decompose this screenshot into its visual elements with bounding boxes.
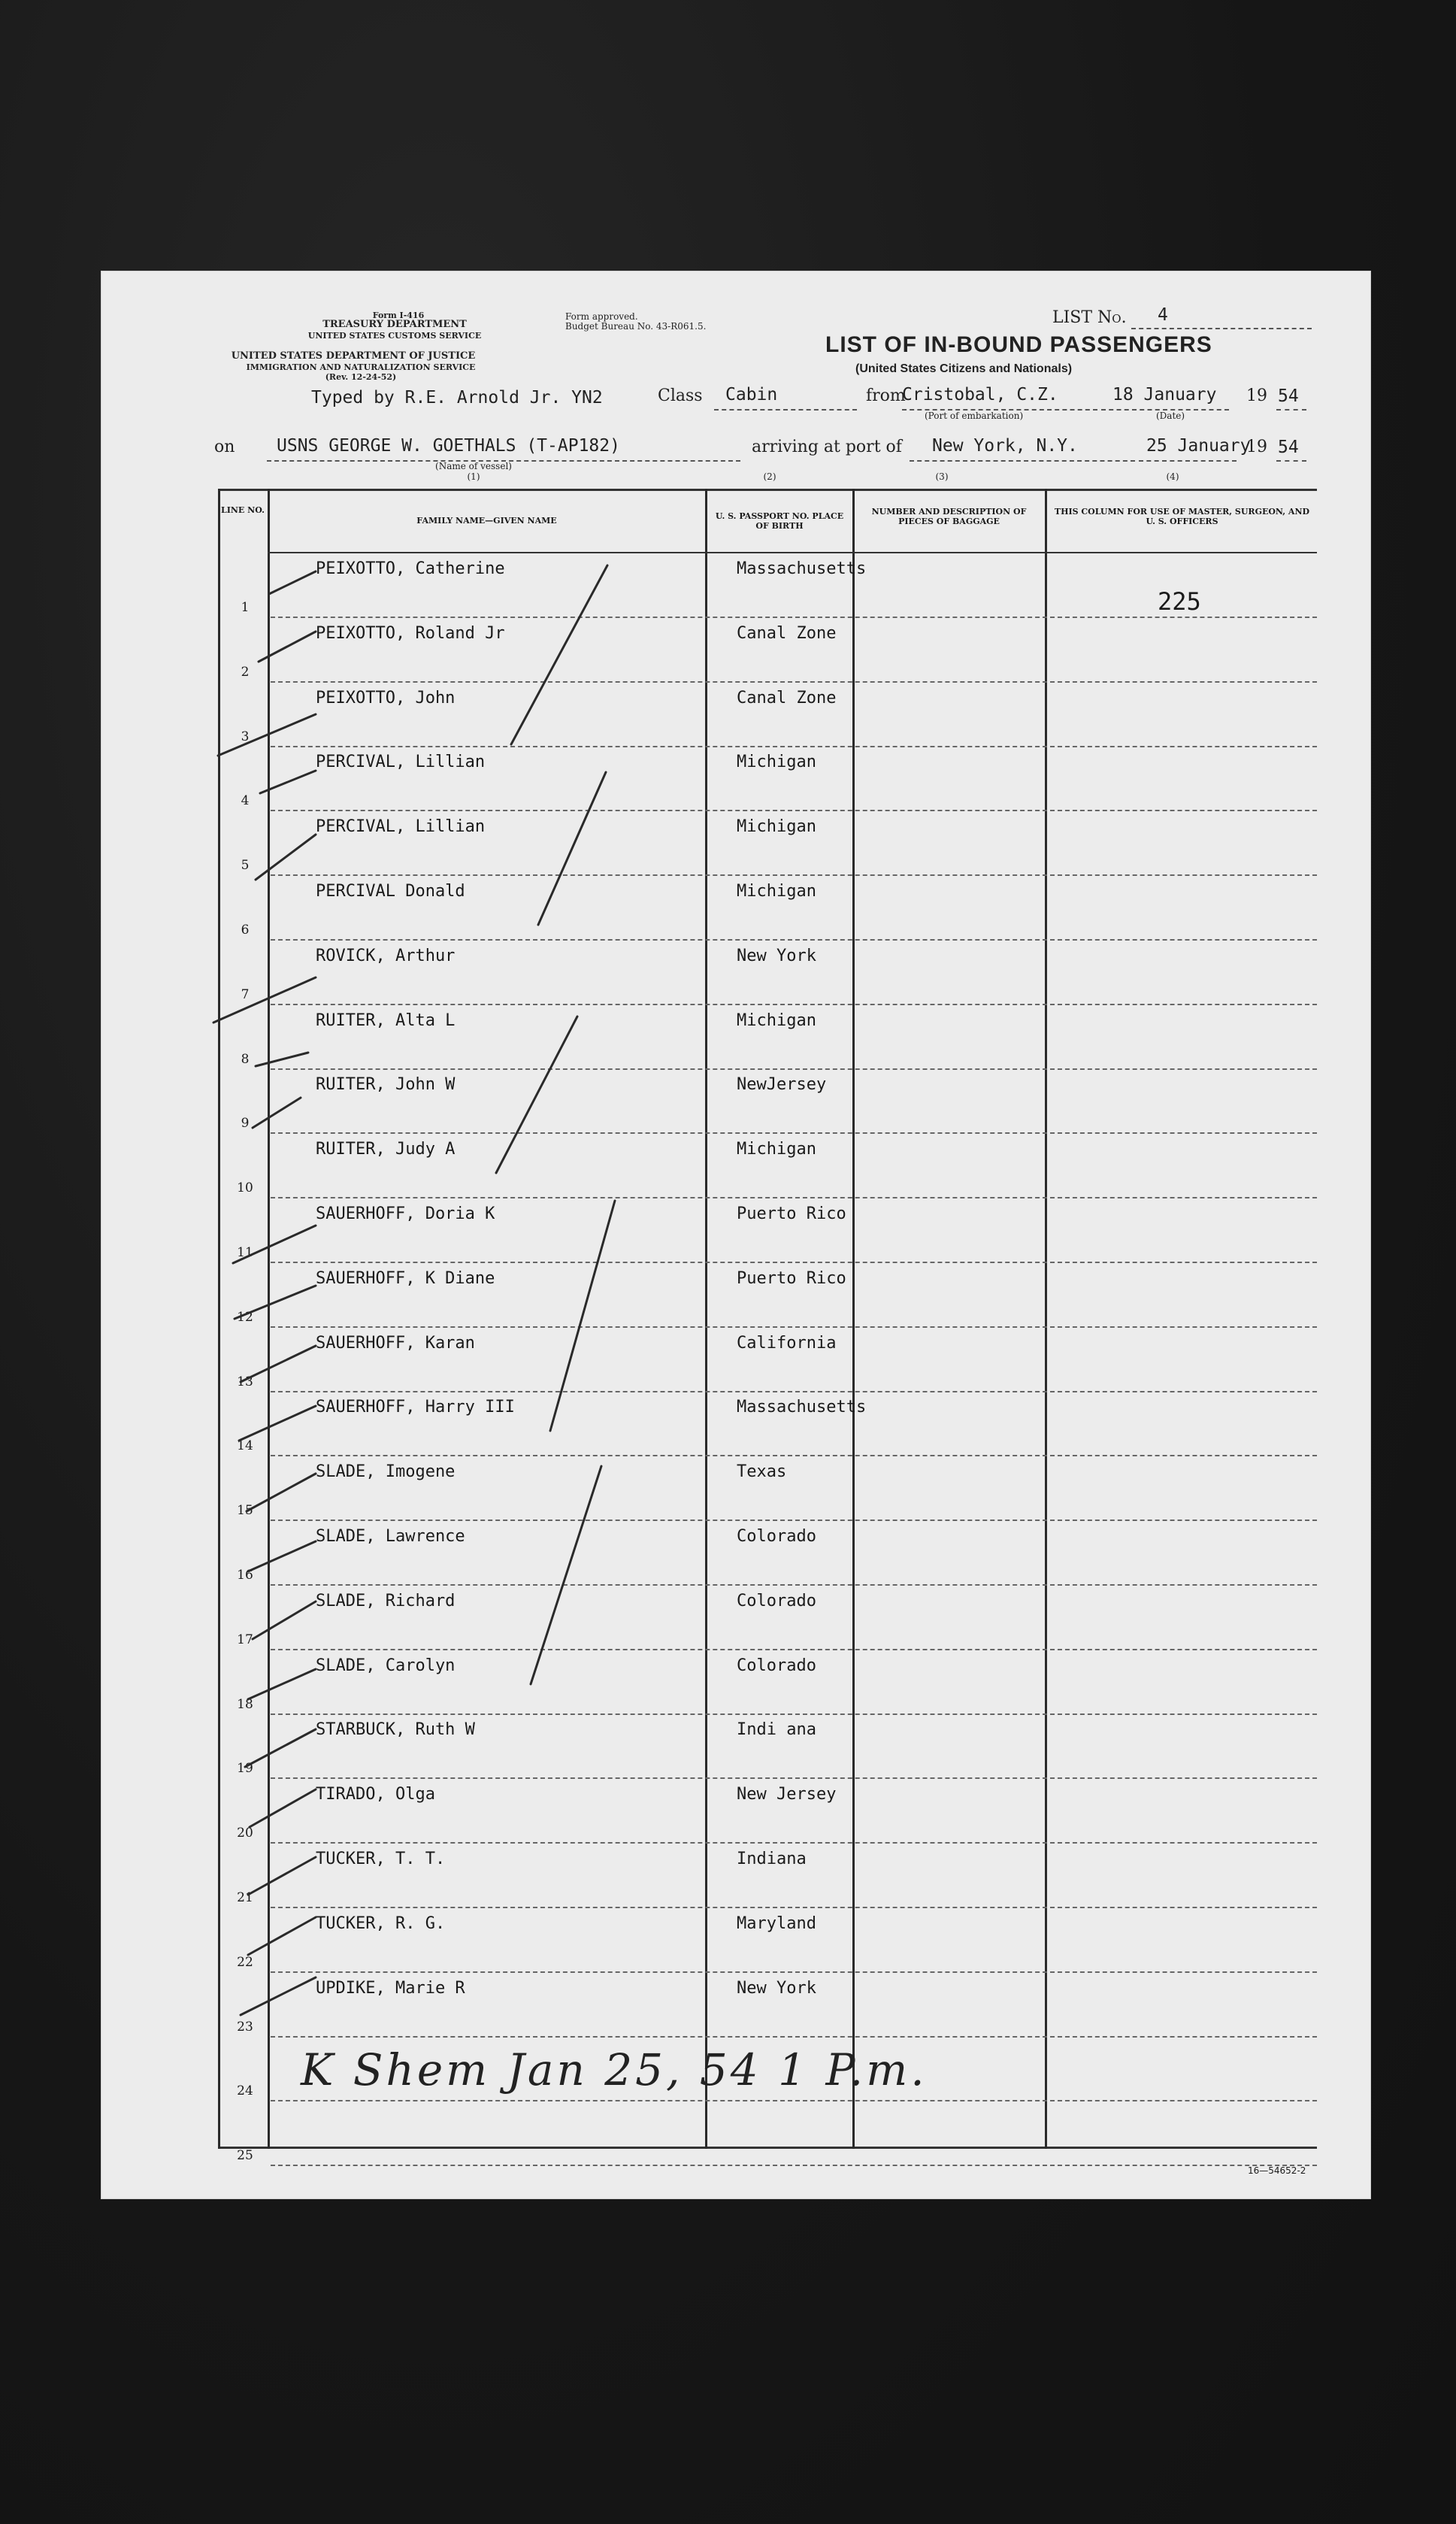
tick-mark bbox=[233, 1226, 316, 1263]
list-number: 4 bbox=[1158, 305, 1168, 325]
place-of-birth: Massachusetts bbox=[737, 1398, 867, 1417]
form-title: LIST OF IN-BOUND PASSENGERS bbox=[825, 332, 1212, 357]
arrival-port: New York, N.Y. bbox=[932, 436, 1078, 456]
check-mark bbox=[538, 772, 606, 925]
line-number: 8 bbox=[241, 1051, 250, 1067]
date-caption: (Date) bbox=[1156, 411, 1185, 421]
passenger-name: SAUERHOFF, K Diane bbox=[316, 1268, 495, 1288]
place-of-birth: New York bbox=[737, 946, 816, 965]
col-caption-4: (4) bbox=[1166, 471, 1179, 482]
officer-note: 225 bbox=[1158, 587, 1201, 616]
place-of-birth: Michigan bbox=[737, 882, 816, 901]
tick-mark bbox=[248, 1857, 316, 1895]
tick-mark bbox=[241, 1346, 316, 1382]
place-of-birth: New York bbox=[737, 1978, 816, 1998]
place-of-birth: Indi ana bbox=[737, 1720, 816, 1740]
tick-mark bbox=[218, 714, 316, 756]
line-number: 24 bbox=[237, 2083, 253, 2099]
place-of-birth: Michigan bbox=[737, 1140, 816, 1159]
year-prefix: 19 bbox=[1246, 386, 1267, 405]
passenger-name: TUCKER, R. G. bbox=[316, 1913, 446, 1933]
passenger-name: SAUERHOFF, Karan bbox=[316, 1333, 475, 1353]
line-number: 11 bbox=[237, 1245, 253, 1260]
place-of-birth: NewJersey bbox=[737, 1075, 827, 1095]
passenger-name: PERCIVAL, Lillian bbox=[316, 753, 486, 772]
from-label: from bbox=[866, 386, 906, 405]
passenger-name: RUITER, John W bbox=[316, 1075, 456, 1095]
line-number: 25 bbox=[237, 2148, 253, 2164]
col-header-baggage: NUMBER AND DESCRIPTION OF PIECES OF BAGGAGE bbox=[871, 507, 1027, 526]
tick-mark bbox=[247, 1474, 316, 1511]
place-of-birth: Canal Zone bbox=[737, 623, 837, 643]
line-number: 14 bbox=[237, 1438, 253, 1454]
place-of-birth: California bbox=[737, 1333, 837, 1353]
col-header-line-no: LINE NO. bbox=[221, 505, 265, 515]
col-caption-2: (2) bbox=[763, 471, 776, 482]
passenger-name: TUCKER, T. T. bbox=[316, 1850, 446, 1868]
place-of-birth: Michigan bbox=[737, 753, 816, 772]
passenger-name: PERCIVAL Donald bbox=[316, 882, 465, 901]
place-of-birth: Michigan bbox=[737, 817, 816, 837]
line-number: 5 bbox=[241, 858, 250, 874]
col-caption-1: (1) bbox=[467, 471, 480, 482]
line-number: 17 bbox=[237, 1632, 253, 1647]
line-number: 13 bbox=[237, 1374, 253, 1389]
vessel-name: USNS GEORGE W. GOETHALS (T-AP182) bbox=[277, 436, 620, 456]
check-mark bbox=[496, 1017, 577, 1173]
place-of-birth: New Jersey bbox=[737, 1785, 837, 1804]
passenger-name: PEIXOTTO, John bbox=[316, 688, 456, 708]
line-number: 20 bbox=[237, 1826, 253, 1841]
footer-code: 16—54652-2 bbox=[1248, 2165, 1306, 2176]
line-number: 12 bbox=[237, 1309, 253, 1325]
arrival-year: 54 bbox=[1278, 438, 1299, 457]
depart-date: 18 January bbox=[1112, 385, 1217, 405]
customs-service: UNITED STATES CUSTOMS SERVICE bbox=[307, 331, 482, 341]
tick-mark bbox=[239, 1406, 316, 1441]
embark-port-caption: (Port of embarkation) bbox=[925, 411, 1024, 421]
place-of-birth: Colorado bbox=[737, 1591, 816, 1610]
check-mark bbox=[531, 1466, 601, 1684]
passenger-name: SLADE, Imogene bbox=[316, 1462, 456, 1482]
check-mark bbox=[550, 1201, 615, 1431]
tick-mark bbox=[260, 771, 316, 793]
line-number: 3 bbox=[241, 729, 250, 744]
col-header-officers: THIS COLUMN FOR USE OF MASTER, SURGEON, AND U. S. OFFICERS bbox=[1054, 507, 1310, 526]
passenger-name: PEIXOTTO, Catherine bbox=[316, 559, 505, 578]
line-number: 6 bbox=[241, 923, 250, 938]
line-number: 4 bbox=[241, 793, 250, 809]
treasury-dept: TREASURY DEPARTMENT bbox=[322, 319, 467, 330]
passenger-name: ROVICK, Arthur bbox=[316, 946, 456, 965]
line-number: 9 bbox=[241, 1116, 250, 1132]
line-number: 2 bbox=[241, 664, 250, 680]
tick-mark bbox=[248, 1917, 316, 1955]
passenger-name: STARBUCK, Ruth W bbox=[316, 1720, 475, 1740]
place-of-birth: Puerto Rico bbox=[737, 1204, 846, 1223]
passenger-name: SLADE, Carolyn bbox=[316, 1656, 456, 1675]
ins-service: IMMIGRATION AND NATURALIZATION SERVICE bbox=[246, 362, 476, 372]
revision: (Rev. 12-24-52) bbox=[325, 372, 397, 382]
line-number: 23 bbox=[237, 2019, 253, 2035]
tick-mark bbox=[248, 1541, 316, 1571]
col-header-passport: U. S. PASSPORT NO. PLACE OF BIRTH bbox=[715, 511, 844, 531]
officer-signature: K Shem Jan 25, 54 1 P.m. bbox=[301, 2044, 928, 2096]
passenger-name: RUITER, Alta L bbox=[316, 1011, 456, 1030]
tick-mark bbox=[256, 835, 316, 880]
place-of-birth: Colorado bbox=[737, 1656, 816, 1675]
place-of-birth: Indiana bbox=[737, 1850, 807, 1868]
embark-port: Cristobal, C.Z. bbox=[902, 385, 1058, 405]
vessel-caption: (Name of vessel) bbox=[435, 461, 512, 471]
passenger-name: PEIXOTTO, Roland Jr bbox=[316, 623, 505, 643]
arriving-label: arriving at port of bbox=[752, 438, 902, 456]
passenger-name: SAUERHOFF, Doria K bbox=[316, 1204, 495, 1223]
list-label: LIST No. bbox=[1052, 308, 1127, 327]
line-number: 22 bbox=[237, 1954, 253, 1970]
passenger-name: SLADE, Lawrence bbox=[316, 1527, 465, 1546]
tick-mark bbox=[253, 1098, 301, 1128]
tick-mark bbox=[253, 1601, 316, 1639]
place-of-birth: Maryland bbox=[737, 1913, 816, 1933]
passenger-name: TIRADO, Olga bbox=[316, 1785, 435, 1804]
form-approved: Form approved. bbox=[565, 311, 638, 322]
tick-mark bbox=[256, 1053, 308, 1066]
col-caption-3: (3) bbox=[935, 471, 949, 482]
tick-mark bbox=[235, 1286, 316, 1319]
line-number: 16 bbox=[237, 1568, 253, 1583]
depart-year: 54 bbox=[1278, 386, 1299, 406]
line-number: 19 bbox=[237, 1761, 253, 1777]
line-number: 15 bbox=[237, 1503, 253, 1519]
justice-dept: UNITED STATES DEPARTMENT OF JUSTICE bbox=[231, 350, 476, 362]
typed-by: Typed by R.E. Arnold Jr. YN2 bbox=[311, 388, 603, 408]
tick-mark bbox=[250, 1789, 316, 1827]
passenger-name: SAUERHOFF, Harry III bbox=[316, 1398, 515, 1417]
line-number: 21 bbox=[237, 1890, 253, 1905]
passenger-name: UPDIKE, Marie R bbox=[316, 1978, 465, 1998]
arrival-date: 25 January bbox=[1146, 436, 1251, 456]
passenger-name: SLADE, Richard bbox=[316, 1591, 456, 1610]
line-number: 1 bbox=[241, 600, 250, 615]
passenger-name: RUITER, Judy A bbox=[316, 1140, 456, 1159]
form-number: Form I-416 bbox=[372, 311, 425, 320]
line-number: 10 bbox=[237, 1180, 253, 1196]
form-subtitle: (United States Citizens and Nationals) bbox=[855, 362, 1073, 375]
class-value: Cabin bbox=[725, 385, 778, 405]
tick-mark bbox=[213, 977, 316, 1023]
place-of-birth: Puerto Rico bbox=[737, 1268, 846, 1288]
place-of-birth: Colorado bbox=[737, 1527, 816, 1546]
tick-mark bbox=[245, 1729, 316, 1767]
place-of-birth: Massachusetts bbox=[737, 559, 867, 578]
check-mark bbox=[511, 565, 607, 744]
class-label: Class bbox=[658, 386, 703, 405]
tick-mark bbox=[269, 571, 316, 594]
tick-mark bbox=[248, 1669, 316, 1699]
line-number: 18 bbox=[237, 1696, 253, 1712]
place-of-birth: Michigan bbox=[737, 1011, 816, 1030]
tick-mark bbox=[241, 1977, 316, 2015]
passenger-name: PERCIVAL, Lillian bbox=[316, 817, 486, 837]
arrival-year-prefix: 19 bbox=[1246, 438, 1267, 456]
place-of-birth: Canal Zone bbox=[737, 688, 837, 708]
place-of-birth: Texas bbox=[737, 1462, 787, 1482]
line-number: 7 bbox=[241, 986, 250, 1002]
tick-mark bbox=[259, 632, 316, 662]
budget-bureau: Budget Bureau No. 43-R061.5. bbox=[565, 321, 707, 332]
col-header-name: FAMILY NAME—GIVEN NAME bbox=[416, 516, 557, 526]
on-label: on bbox=[214, 438, 235, 456]
